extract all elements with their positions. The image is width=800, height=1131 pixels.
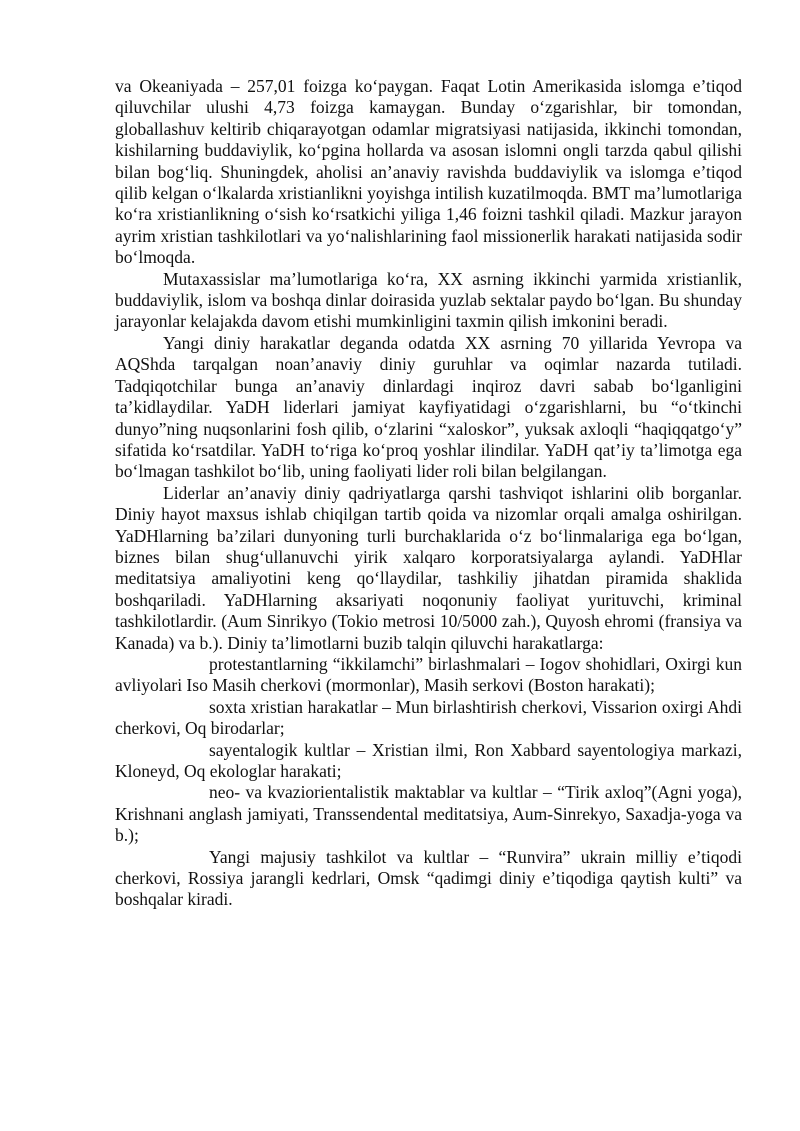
list-item-scientologic: sayentalogik kultlar – Xristian ilmi, Ron Xabbard sayentologiya markazi, Kloneyd, Oq ekologlar harakati; [115, 739, 742, 781]
paragraph-2: Mutaxassislar ma’lumotlariga ko‘ra, XX asrning ikkinchi yarmida xristianlik, buddaviylik, islom va boshqa dinlar doirasida yuzlab sektalar paydo bo‘lgan. Bu shunday jarayonlar kelajakda davom etishi mumkinligini taxmin qilish imkonini beradi. [115, 268, 742, 332]
paragraph-1: va Okeaniyada – 257,01 foizga ko‘paygan. Faqat Lotin Amerikasida islomga e’tiqod qiluvchilar ulushi 4,73 foizga kamaygan. Bunday o‘zgarishlar, bir tomondan, globallashuv keltirib chiqarayotgan odamlar migratsiyasi natijasida, ikkinchi tomondan, kishilarning buddaviylik, ko‘pgina hollarda va asosan islomni ongli tarzda qabul qilishi bilan bog‘liq. Shuningdek, aholisi an’anaviy ravishda buddaviylik va islomga e’tiqod qilib kelgan o‘lkalarda xristianlikni yoyishga intilish kuzatilmoqda. BMT ma’lumotlariga ko‘ra xristianlikning o‘sish ko‘rsatkichi yiliga 1,46 foizni tashkil qiladi. Mazkur jarayon ayrim xristian tashkilotlari va yo‘nalishlarining faol missionerlik harakati natijasida sodir bo‘lmoqda. [115, 76, 742, 268]
document-page [115, 76, 742, 911]
paragraph-4: Liderlar an’anaviy diniy qadriyatlarga qarshi tashviqot ishlarini olib borganlar. Diniy hayot maxsus ishlab chiqilgan tartib qoida va nizomlar orqali amalga oshirilgan. YaDHlarning ba’zilari dunyoning turli burchaklarida o‘z bo‘linmalariga ega bo‘lgan, biznes bilan shug‘ullanuvchi yirik xalqaro korporatsiyalarga aylandi. YaDHlar meditatsiya amaliyotini keng qo‘llaydilar, tashkiliy jihatdan piramida shaklida boshqariladi. YaDHlarning aksariyati noqonuniy faoliyat yurituvchi, kriminal tashkilotlardir. (Aum Sinrikyo (Tokio metrosi 10/5000 zah.), Quyosh ehromi (fransiya va Kanada) va b.). Diniy ta’limotlarni buzib talqin qiluvchi harakatlarga: [115, 482, 742, 653]
list-item-protestant: protestantlarning “ikkilamchi” birlashmalari – Iogov shohidlari, Oxirgi kun avliyolari Iso Masih cherkovi (mormonlar), Masih serkovi (Boston harakati); [115, 653, 742, 696]
list-item-neo-orientalist: neo- va kvaziorientalistik maktablar va kultlar – “Tirik axloq”(Agni yoga), Krishnani anglash jamiyati, Transsendental meditatsiya, Aum-Sinrekyo, Saxadja-yoga va b.); [115, 782, 742, 846]
list-item-neo-pagan: Yangi majusiy tashkilot va kultlar – “Runvira” ukrain milliy e’tiqodi cherkovi, Rossiya jarangli kedrlari, Omsk “qadimgi diniy e’tiqodiga qaytish kulti” va boshqalar kiradi. [115, 846, 742, 910]
paragraph-3: Yangi diniy harakatlar deganda odatda XX asrning 70 yillarida Yevropa va AQShda tarqalgan noan’anaviy diniy guruhlar va oqimlar nazarda tutiladi. Tadqiqotchilar bunga an’anaviy dinlardagi inqiroz davri sabab bo‘lganligini ta’kidlaydilar. YaDH liderlari jamiyat kayfiyatidagi o‘zgarishlarni, bu “o‘tkinchi dunyo”ning nuqsonlarini fosh qilib, o‘zlarini “xaloskor”, yuksak axloqli “haqiqqatgo‘y” sifatida ko‘rsatdilar. YaDH to‘riga ko‘proq yoshlar ilindilar. YaDH qat’iy ta’limotga ega bo‘lmagan tashkilot bo‘lib, uning faoliyati lider roli bilan belgilangan. [115, 332, 742, 482]
list-item-pseudo-christian: soxta xristian harakatlar – Mun birlashtirish cherkovi, Vissarion oxirgi Ahdi cherkovi, Oq birodarlar; [115, 696, 742, 739]
